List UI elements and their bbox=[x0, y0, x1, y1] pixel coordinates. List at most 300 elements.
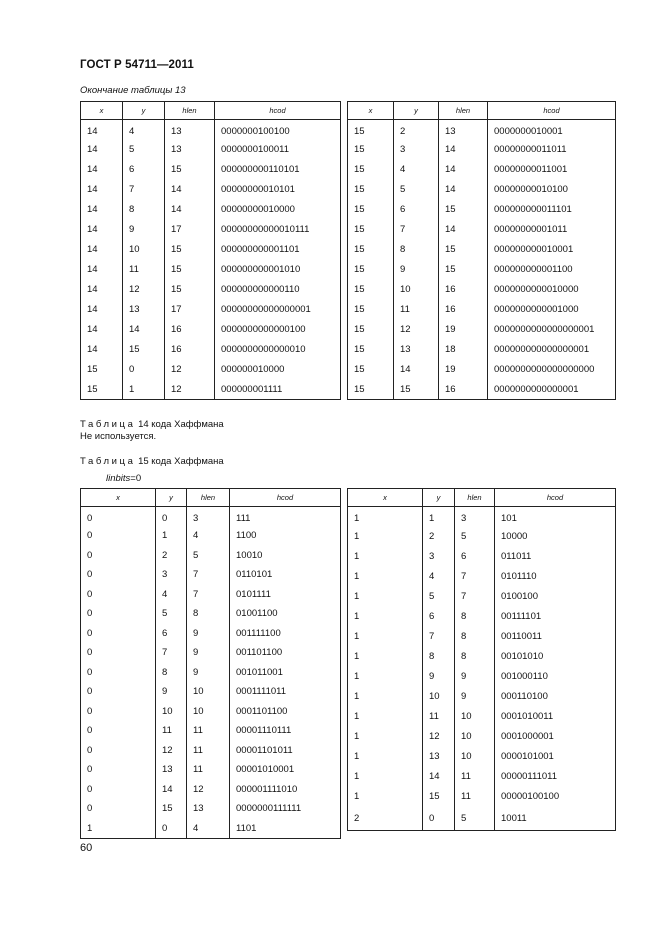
table-row bbox=[348, 667, 616, 687]
cell-x: 1 bbox=[348, 787, 423, 807]
cell-hcod: 00111101 bbox=[495, 607, 616, 627]
cell-x: 14 bbox=[81, 240, 123, 260]
table-row bbox=[81, 360, 341, 380]
cell-hlen: 3 bbox=[187, 507, 230, 527]
cell-hcod: 101 bbox=[495, 507, 616, 527]
cell-hcod: 01001100 bbox=[230, 604, 341, 624]
column-header-hlen: hlen bbox=[455, 489, 495, 507]
cell-hlen: 13 bbox=[439, 120, 488, 140]
cell-hcod: 0000000000000000000 bbox=[488, 360, 616, 380]
table-row bbox=[81, 741, 341, 761]
table-row bbox=[81, 585, 341, 605]
cell-y: 14 bbox=[423, 767, 455, 787]
cell-y: 10 bbox=[423, 687, 455, 707]
cell-x: 1 bbox=[348, 547, 423, 567]
table-row bbox=[348, 807, 616, 831]
linbits-name: linbits bbox=[106, 473, 131, 484]
cell-x: 15 bbox=[348, 200, 394, 220]
table-row bbox=[81, 721, 341, 741]
cell-x: 0 bbox=[81, 643, 156, 663]
cell-hlen: 15 bbox=[165, 280, 215, 300]
cell-hlen: 16 bbox=[439, 380, 488, 400]
cell-y: 7 bbox=[423, 627, 455, 647]
cell-x: 15 bbox=[348, 260, 394, 280]
cell-y: 10 bbox=[156, 702, 187, 722]
table-row bbox=[81, 300, 341, 320]
cell-x: 0 bbox=[81, 585, 156, 605]
cell-hlen: 18 bbox=[439, 340, 488, 360]
cell-hcod: 0000000000000001 bbox=[488, 380, 616, 400]
cell-hcod: 0000000111111 bbox=[230, 799, 341, 819]
cell-hlen: 6 bbox=[455, 547, 495, 567]
cell-hcod: 00000000011001 bbox=[488, 160, 616, 180]
linbits-label bbox=[106, 473, 141, 484]
cell-hcod: 000000000001101 bbox=[215, 240, 341, 260]
cell-hcod: 10000 bbox=[495, 527, 616, 547]
table-row bbox=[81, 320, 341, 340]
column-header-hcod: hcod bbox=[230, 489, 341, 507]
cell-hcod: 0001000001 bbox=[495, 727, 616, 747]
column-header-hcod: hcod bbox=[488, 102, 616, 120]
cell-y: 1 bbox=[123, 380, 165, 400]
cell-x: 14 bbox=[81, 180, 123, 200]
cell-hcod: 0001010011 bbox=[495, 707, 616, 727]
cell-x: 2 bbox=[348, 807, 423, 831]
cell-hcod: 000001111010 bbox=[230, 780, 341, 800]
cell-hlen: 14 bbox=[165, 200, 215, 220]
cell-y: 14 bbox=[394, 360, 439, 380]
table-row bbox=[81, 200, 341, 220]
cell-y: 5 bbox=[123, 140, 165, 160]
cell-y: 0 bbox=[156, 507, 187, 527]
cell-y: 9 bbox=[156, 682, 187, 702]
cell-hcod: 001011001 bbox=[230, 663, 341, 683]
cell-hcod: 00000000010000 bbox=[215, 200, 341, 220]
cell-y: 12 bbox=[423, 727, 455, 747]
table-row bbox=[81, 799, 341, 819]
cell-x: 0 bbox=[81, 507, 156, 527]
cell-hlen: 16 bbox=[439, 300, 488, 320]
table-row bbox=[348, 787, 616, 807]
cell-y: 6 bbox=[394, 200, 439, 220]
cell-x: 0 bbox=[81, 702, 156, 722]
column-header-x: x bbox=[81, 102, 123, 120]
cell-x: 15 bbox=[348, 140, 394, 160]
table-row bbox=[81, 180, 341, 200]
cell-x: 0 bbox=[81, 780, 156, 800]
cell-y: 0 bbox=[123, 360, 165, 380]
table15-left bbox=[80, 488, 341, 839]
column-header-y: y bbox=[394, 102, 439, 120]
cell-hcod: 1101 bbox=[230, 819, 341, 839]
cell-x: 1 bbox=[348, 647, 423, 667]
cell-hcod: 0000000100011 bbox=[215, 140, 341, 160]
table-row bbox=[81, 760, 341, 780]
cell-hcod: 00000000010101 bbox=[215, 180, 341, 200]
cell-x: 14 bbox=[81, 220, 123, 240]
cell-x: 0 bbox=[81, 604, 156, 624]
cell-hcod: 000000001111 bbox=[215, 380, 341, 400]
cell-x: 1 bbox=[348, 727, 423, 747]
cell-hcod: 0101111 bbox=[230, 585, 341, 605]
table-row bbox=[348, 707, 616, 727]
table13-left bbox=[80, 101, 341, 400]
cell-y: 9 bbox=[394, 260, 439, 280]
cell-hcod: 0101110 bbox=[495, 567, 616, 587]
cell-hlen: 9 bbox=[187, 624, 230, 644]
cell-x: 1 bbox=[348, 587, 423, 607]
cell-x: 1 bbox=[348, 567, 423, 587]
document-title: ГОСТ Р 54711—2011 bbox=[80, 59, 194, 71]
cell-hlen: 11 bbox=[187, 760, 230, 780]
table-row bbox=[348, 240, 616, 260]
cell-hcod: 0000000010001 bbox=[488, 120, 616, 140]
cell-hcod: 000000000110101 bbox=[215, 160, 341, 180]
cell-hlen: 5 bbox=[187, 546, 230, 566]
table-row bbox=[81, 546, 341, 566]
cell-hlen: 16 bbox=[165, 320, 215, 340]
cell-hcod: 000000000010001 bbox=[488, 240, 616, 260]
cell-y: 6 bbox=[156, 624, 187, 644]
cell-x: 1 bbox=[348, 747, 423, 767]
cell-y: 10 bbox=[123, 240, 165, 260]
cell-hcod: 00001110111 bbox=[230, 721, 341, 741]
table-row bbox=[348, 527, 616, 547]
cell-hlen: 15 bbox=[439, 200, 488, 220]
table14-title bbox=[80, 419, 224, 430]
cell-y: 5 bbox=[423, 587, 455, 607]
cell-y: 3 bbox=[156, 565, 187, 585]
table-row bbox=[348, 260, 616, 280]
cell-hcod: 0000101001 bbox=[495, 747, 616, 767]
cell-hcod: 0001111011 bbox=[230, 682, 341, 702]
table-row bbox=[348, 507, 616, 527]
cell-hlen: 10 bbox=[455, 707, 495, 727]
cell-hcod: 00110011 bbox=[495, 627, 616, 647]
cell-hlen: 11 bbox=[187, 741, 230, 761]
table-row bbox=[81, 120, 341, 140]
table15-title-rest: 15 кода Хаффмана bbox=[135, 456, 224, 467]
cell-y: 11 bbox=[123, 260, 165, 280]
cell-hlen: 15 bbox=[165, 260, 215, 280]
table-row bbox=[348, 220, 616, 240]
cell-hlen: 11 bbox=[455, 787, 495, 807]
cell-hcod: 0000000100100 bbox=[215, 120, 341, 140]
cell-x: 15 bbox=[348, 240, 394, 260]
cell-hlen: 17 bbox=[165, 300, 215, 320]
cell-y: 2 bbox=[394, 120, 439, 140]
cell-x: 0 bbox=[81, 760, 156, 780]
table-row bbox=[348, 120, 616, 140]
cell-y: 0 bbox=[423, 807, 455, 831]
cell-y: 15 bbox=[394, 380, 439, 400]
cell-hcod: 0000000000001000 bbox=[488, 300, 616, 320]
cell-hlen: 16 bbox=[439, 280, 488, 300]
cell-hlen: 12 bbox=[165, 360, 215, 380]
cell-hlen: 15 bbox=[165, 160, 215, 180]
cell-hcod: 10011 bbox=[495, 807, 616, 831]
cell-x: 1 bbox=[348, 687, 423, 707]
cell-y: 13 bbox=[394, 340, 439, 360]
cell-y: 1 bbox=[156, 526, 187, 546]
cell-y: 12 bbox=[394, 320, 439, 340]
table-row bbox=[348, 200, 616, 220]
cell-x: 0 bbox=[81, 799, 156, 819]
cell-x: 0 bbox=[81, 565, 156, 585]
column-header-hlen: hlen bbox=[439, 102, 488, 120]
table-row bbox=[348, 140, 616, 160]
table-row bbox=[81, 160, 341, 180]
cell-hcod: 00000100100 bbox=[495, 787, 616, 807]
cell-x: 14 bbox=[81, 260, 123, 280]
cell-y: 6 bbox=[423, 607, 455, 627]
column-header-hcod: hcod bbox=[215, 102, 341, 120]
cell-hcod: 00000000000000001 bbox=[215, 300, 341, 320]
table-row bbox=[81, 682, 341, 702]
cell-hlen: 12 bbox=[187, 780, 230, 800]
cell-y: 4 bbox=[156, 585, 187, 605]
table-row bbox=[81, 643, 341, 663]
table-row bbox=[348, 340, 616, 360]
cell-y: 11 bbox=[156, 721, 187, 741]
cell-hlen: 8 bbox=[455, 647, 495, 667]
column-header-hlen: hlen bbox=[165, 102, 215, 120]
table-row bbox=[81, 380, 341, 400]
cell-y: 2 bbox=[423, 527, 455, 547]
cell-x: 0 bbox=[81, 663, 156, 683]
cell-hlen: 19 bbox=[439, 360, 488, 380]
table-row bbox=[348, 320, 616, 340]
table-row bbox=[81, 340, 341, 360]
cell-x: 15 bbox=[348, 340, 394, 360]
cell-hlen: 14 bbox=[165, 180, 215, 200]
cell-hcod: 0000000000010000 bbox=[488, 280, 616, 300]
column-header-x: x bbox=[348, 489, 423, 507]
table13-caption: Окончание таблицы 13 bbox=[80, 85, 186, 96]
table-word: Таблица bbox=[80, 456, 136, 467]
cell-hcod: 000000000000000001 bbox=[488, 340, 616, 360]
table-row bbox=[348, 647, 616, 667]
cell-hlen: 11 bbox=[455, 767, 495, 787]
table-row bbox=[81, 819, 341, 839]
cell-y: 3 bbox=[394, 140, 439, 160]
cell-x: 1 bbox=[348, 627, 423, 647]
cell-hcod: 000000000001100 bbox=[488, 260, 616, 280]
cell-x: 14 bbox=[81, 300, 123, 320]
cell-y: 2 bbox=[156, 546, 187, 566]
column-header-y: y bbox=[123, 102, 165, 120]
cell-y: 14 bbox=[156, 780, 187, 800]
column-header-hlen: hlen bbox=[187, 489, 230, 507]
cell-hcod: 0000000000000000001 bbox=[488, 320, 616, 340]
cell-y: 4 bbox=[123, 120, 165, 140]
table-row bbox=[81, 526, 341, 546]
cell-x: 15 bbox=[348, 280, 394, 300]
cell-y: 8 bbox=[394, 240, 439, 260]
cell-hlen: 14 bbox=[439, 180, 488, 200]
cell-x: 15 bbox=[81, 380, 123, 400]
cell-hcod: 00001010001 bbox=[230, 760, 341, 780]
cell-hcod: 00000111011 bbox=[495, 767, 616, 787]
cell-x: 15 bbox=[348, 300, 394, 320]
cell-hlen: 15 bbox=[439, 240, 488, 260]
cell-hlen: 3 bbox=[455, 507, 495, 527]
linbits-value: =0 bbox=[130, 473, 142, 484]
cell-y: 9 bbox=[423, 667, 455, 687]
cell-hcod: 0000000000000010 bbox=[215, 340, 341, 360]
table-row bbox=[81, 220, 341, 240]
cell-hcod: 00101010 bbox=[495, 647, 616, 667]
page-number: 60 bbox=[80, 842, 93, 854]
cell-hlen: 7 bbox=[187, 585, 230, 605]
cell-hlen: 10 bbox=[187, 682, 230, 702]
cell-y: 5 bbox=[156, 604, 187, 624]
cell-hcod: 001111100 bbox=[230, 624, 341, 644]
cell-hcod: 000110100 bbox=[495, 687, 616, 707]
table-row bbox=[81, 780, 341, 800]
cell-hlen: 13 bbox=[165, 140, 215, 160]
cell-hlen: 13 bbox=[187, 799, 230, 819]
cell-hlen: 4 bbox=[187, 819, 230, 839]
cell-x: 0 bbox=[81, 721, 156, 741]
column-header-y: y bbox=[156, 489, 187, 507]
cell-hcod: 111 bbox=[230, 507, 341, 527]
cell-x: 1 bbox=[348, 507, 423, 527]
table-row bbox=[348, 607, 616, 627]
cell-x: 15 bbox=[348, 320, 394, 340]
cell-x: 15 bbox=[348, 180, 394, 200]
table-row bbox=[348, 380, 616, 400]
table15-title bbox=[80, 456, 224, 467]
table-row bbox=[81, 140, 341, 160]
cell-hlen: 14 bbox=[439, 160, 488, 180]
table-row bbox=[348, 547, 616, 567]
cell-x: 0 bbox=[81, 682, 156, 702]
table15-right bbox=[347, 488, 616, 831]
cell-hlen: 8 bbox=[455, 607, 495, 627]
cell-hlen: 14 bbox=[439, 220, 488, 240]
cell-hlen: 7 bbox=[187, 565, 230, 585]
cell-hcod: 000000000001010 bbox=[215, 260, 341, 280]
table-row bbox=[81, 663, 341, 683]
cell-x: 15 bbox=[348, 120, 394, 140]
cell-hlen: 5 bbox=[455, 807, 495, 831]
cell-y: 1 bbox=[423, 507, 455, 527]
column-header-hcod: hcod bbox=[495, 489, 616, 507]
cell-hlen: 9 bbox=[455, 667, 495, 687]
cell-y: 7 bbox=[394, 220, 439, 240]
table-row bbox=[81, 507, 341, 527]
cell-y: 8 bbox=[156, 663, 187, 683]
cell-hcod: 000000000000110 bbox=[215, 280, 341, 300]
cell-x: 14 bbox=[81, 320, 123, 340]
cell-x: 1 bbox=[348, 707, 423, 727]
cell-hcod: 00000000011011 bbox=[488, 140, 616, 160]
cell-hcod: 001101100 bbox=[230, 643, 341, 663]
table-row bbox=[348, 567, 616, 587]
table-row bbox=[81, 604, 341, 624]
cell-y: 6 bbox=[123, 160, 165, 180]
table-row bbox=[81, 565, 341, 585]
table-word: Таблица bbox=[80, 419, 136, 430]
cell-y: 4 bbox=[423, 567, 455, 587]
table-row bbox=[348, 687, 616, 707]
table-row bbox=[348, 627, 616, 647]
cell-hlen: 10 bbox=[455, 747, 495, 767]
column-header-x: x bbox=[81, 489, 156, 507]
cell-hlen: 8 bbox=[187, 604, 230, 624]
cell-hcod: 001000110 bbox=[495, 667, 616, 687]
cell-y: 15 bbox=[423, 787, 455, 807]
cell-y: 0 bbox=[156, 819, 187, 839]
cell-y: 13 bbox=[423, 747, 455, 767]
cell-x: 14 bbox=[81, 200, 123, 220]
cell-x: 1 bbox=[81, 819, 156, 839]
cell-y: 3 bbox=[423, 547, 455, 567]
cell-y: 8 bbox=[123, 200, 165, 220]
cell-x: 1 bbox=[348, 527, 423, 547]
cell-y: 8 bbox=[423, 647, 455, 667]
column-header-y: y bbox=[423, 489, 455, 507]
cell-x: 15 bbox=[348, 380, 394, 400]
cell-hlen: 5 bbox=[455, 527, 495, 547]
cell-y: 9 bbox=[123, 220, 165, 240]
table-row bbox=[348, 747, 616, 767]
cell-hcod: 011011 bbox=[495, 547, 616, 567]
cell-x: 14 bbox=[81, 120, 123, 140]
cell-x: 0 bbox=[81, 526, 156, 546]
cell-hcod: 10010 bbox=[230, 546, 341, 566]
cell-hlen: 11 bbox=[187, 721, 230, 741]
cell-hlen: 8 bbox=[455, 627, 495, 647]
cell-hcod: 1100 bbox=[230, 526, 341, 546]
cell-x: 14 bbox=[81, 140, 123, 160]
cell-hlen: 13 bbox=[165, 120, 215, 140]
table14-title-rest: 14 кода Хаффмана bbox=[135, 419, 224, 430]
cell-hlen: 16 bbox=[165, 340, 215, 360]
cell-hlen: 17 bbox=[165, 220, 215, 240]
cell-x: 1 bbox=[348, 607, 423, 627]
cell-x: 1 bbox=[348, 767, 423, 787]
cell-hlen: 9 bbox=[455, 687, 495, 707]
cell-x: 15 bbox=[348, 160, 394, 180]
cell-hcod: 00000000010100 bbox=[488, 180, 616, 200]
cell-x: 14 bbox=[81, 160, 123, 180]
cell-hlen: 12 bbox=[165, 380, 215, 400]
cell-y: 5 bbox=[394, 180, 439, 200]
cell-y: 10 bbox=[394, 280, 439, 300]
cell-hlen: 9 bbox=[187, 663, 230, 683]
table-row bbox=[81, 240, 341, 260]
cell-y: 13 bbox=[123, 300, 165, 320]
table-row bbox=[81, 260, 341, 280]
table-row bbox=[348, 767, 616, 787]
cell-hcod: 0110101 bbox=[230, 565, 341, 585]
cell-y: 4 bbox=[394, 160, 439, 180]
cell-y: 15 bbox=[123, 340, 165, 360]
cell-hlen: 14 bbox=[439, 140, 488, 160]
table-row bbox=[348, 727, 616, 747]
cell-y: 7 bbox=[156, 643, 187, 663]
table-row bbox=[348, 280, 616, 300]
cell-hcod: 000000010000 bbox=[215, 360, 341, 380]
cell-hcod: 0000000000000100 bbox=[215, 320, 341, 340]
cell-hlen: 15 bbox=[165, 240, 215, 260]
cell-x: 15 bbox=[348, 220, 394, 240]
table-row bbox=[348, 587, 616, 607]
cell-x: 15 bbox=[348, 360, 394, 380]
cell-y: 14 bbox=[123, 320, 165, 340]
